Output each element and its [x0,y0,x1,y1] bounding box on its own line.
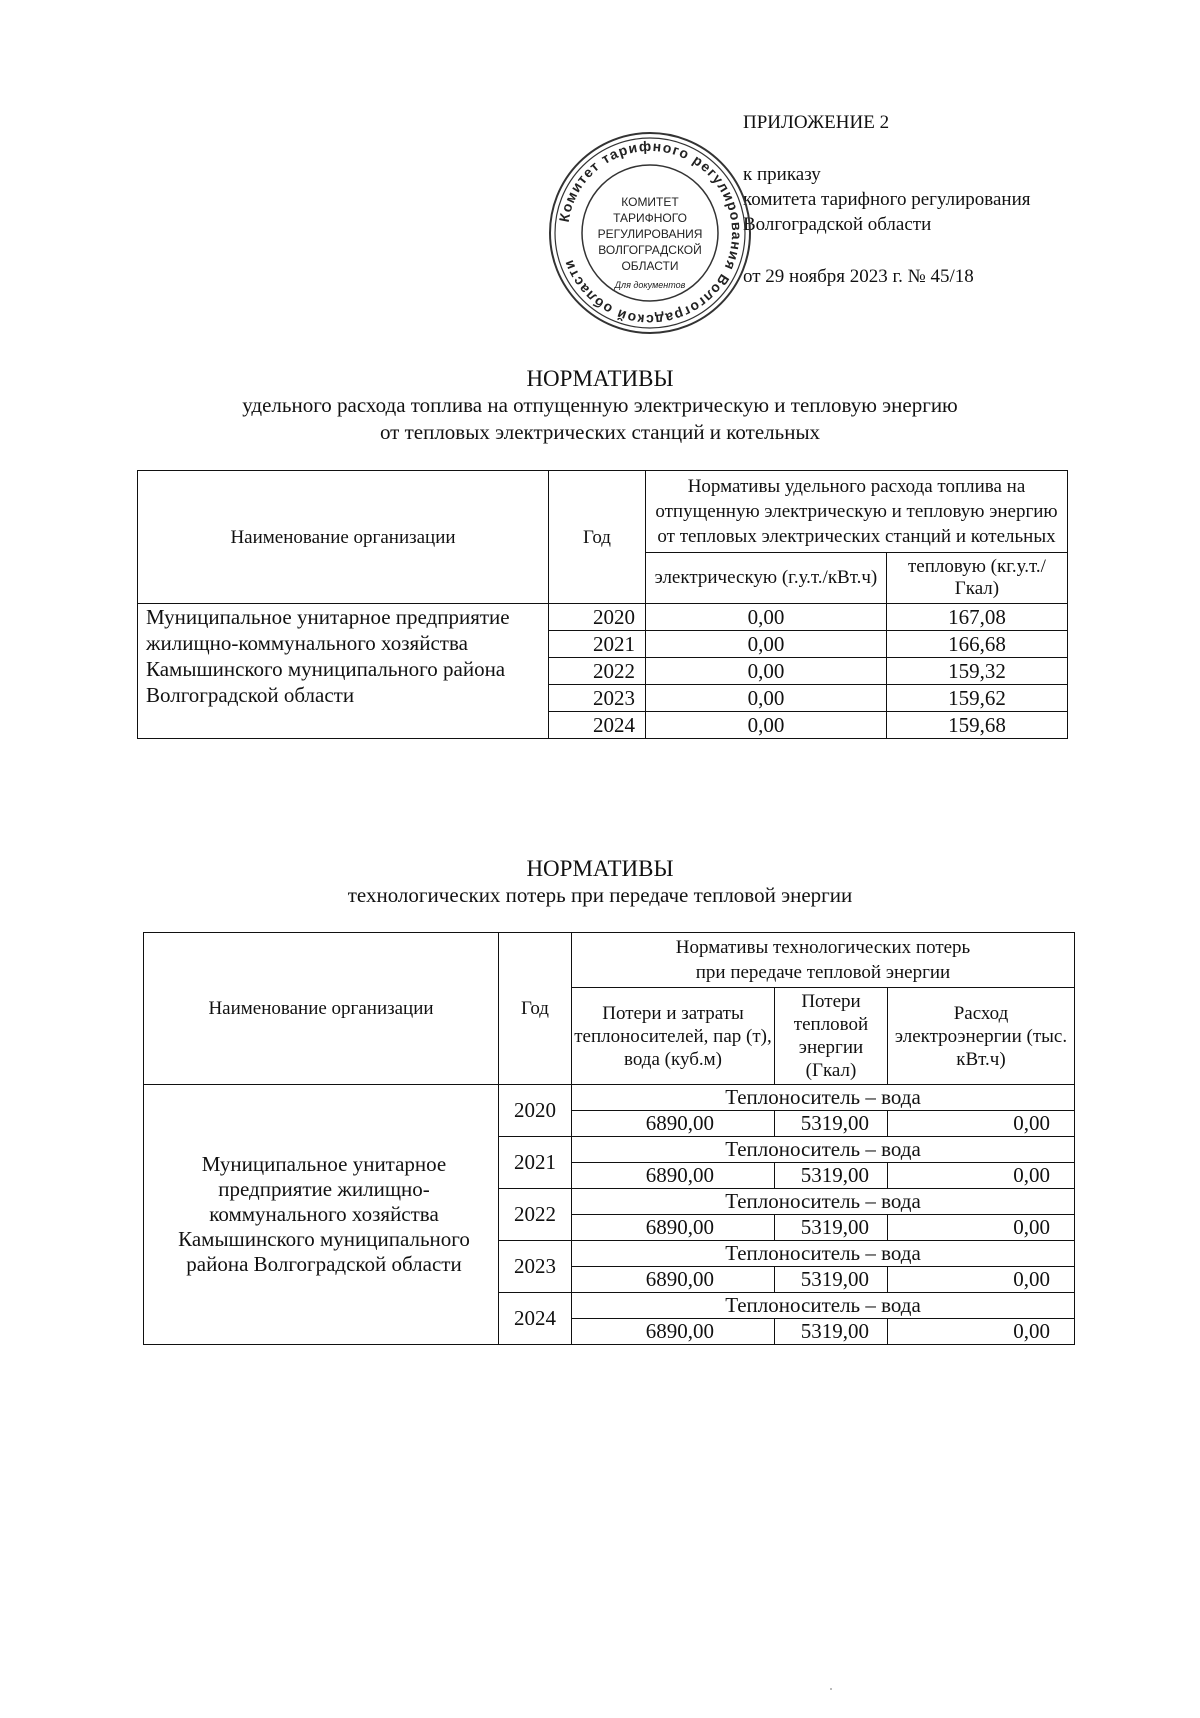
year-cell: 2023 [549,685,646,712]
stamp-center-line: КОМИТЕТ [621,195,679,209]
year-cell: 2024 [499,1293,572,1345]
year-cell: 2024 [549,712,646,739]
order-reference [743,162,1031,289]
appendix-label: ПРИЛОЖЕНИЕ 2 [743,112,890,133]
year-cell: 2022 [549,658,646,685]
carrier-cell: Теплоноситель – вода [572,1293,1075,1319]
electric-cell: 0,00 [646,658,887,685]
year-cell: 2020 [549,604,646,631]
losses-cell: 6890,00 [572,1215,775,1241]
losses-cell: 6890,00 [572,1267,775,1293]
stamp-center-line: ТАРИФНОГО [613,211,687,225]
col-header-year: Год [499,933,572,1085]
stamp-seal [545,128,755,338]
order-line: к приказу [743,164,821,185]
section1-subtitle: удельного расхода топлива на отпущенную электрическую и тепловую энергию [242,393,958,417]
heat-losses-cell: 5319,00 [775,1111,888,1137]
stamp-center-line: ОБЛАСТИ [621,259,679,273]
heat-losses-table [143,932,1075,1345]
year-cell: 2023 [499,1241,572,1293]
group-header: Нормативы удельного расхода топлива на отпущенную электрическую и тепловую энергию от тепловых электрических станций и котельных [646,471,1068,553]
col-header-electric: электрическую (г.у.т./кВт.ч) [646,553,887,604]
power-cell: 0,00 [888,1319,1075,1345]
carrier-cell: Теплоноситель – вода [572,1137,1075,1163]
year-cell: 2020 [499,1085,572,1137]
heat-cell: 159,62 [886,685,1067,712]
col-header-organization: Наименование организации [138,471,549,604]
col-header-year: Год [549,471,646,604]
organization-name: Муниципальное унитарное предприятие жилищно-коммунального хозяйства Камышинского муниципального района Волгоградской области [138,604,549,739]
order-line: Волгоградской области [743,214,932,235]
stamp-center-line: РЕГУЛИРОВАНИЯ [597,227,703,241]
heat-cell: 159,32 [886,658,1067,685]
heat-losses-cell: 5319,00 [775,1215,888,1241]
group-header-line: Нормативы технологических потерь [675,937,971,958]
stamp-footer: Для документов [614,280,686,290]
electric-cell: 0,00 [646,712,887,739]
fuel-consumption-table [137,470,1068,739]
section1-title-block [0,365,1200,446]
col-header-heat: тепловую (кг.у.т./Гкал) [886,553,1067,604]
carrier-cell: Теплоноситель – вода [572,1085,1075,1111]
year-cell: 2022 [499,1189,572,1241]
section1-subtitle: от тепловых электрических станций и котельных [379,420,821,444]
stamp-center-line: ВОЛГОГРАДСКОЙ [598,243,702,257]
electric-cell: 0,00 [646,604,887,631]
col-header-losses: Потери и затраты теплоносителей, пар (т), вода (куб.м) [572,988,775,1085]
power-cell: 0,00 [888,1111,1075,1137]
year-cell: 2021 [499,1137,572,1189]
stamp-ring-text: Комитет тарифного регулирования Волгоградской области [555,137,746,329]
group-header-line: при передаче тепловой энергии [695,962,951,983]
heat-losses-cell: 5319,00 [775,1163,888,1189]
electric-cell: 0,00 [646,685,887,712]
col-header-organization: Наименование организации [144,933,499,1085]
heat-cell: 167,08 [886,604,1067,631]
section2-title: НОРМАТИВЫ [526,856,674,881]
carrier-cell: Теплоноситель – вода [572,1241,1075,1267]
official-stamp [545,128,755,338]
power-cell: 0,00 [888,1215,1075,1241]
section1-title: НОРМАТИВЫ [526,366,674,391]
power-cell: 0,00 [888,1267,1075,1293]
section2-title-block [0,855,1200,909]
power-cell: 0,00 [888,1163,1075,1189]
losses-cell: 6890,00 [572,1319,775,1345]
col-header-heat-losses: Потери тепловой энергии (Гкал) [775,988,888,1085]
col-header-power: Расход электроэнергии (тыс. кВт.ч) [888,988,1075,1085]
losses-cell: 6890,00 [572,1111,775,1137]
section2-subtitle: технологических потерь при передаче тепловой энергии [347,883,853,907]
heat-losses-cell: 5319,00 [775,1267,888,1293]
year-cell: 2021 [549,631,646,658]
losses-cell: 6890,00 [572,1163,775,1189]
heat-losses-cell: 5319,00 [775,1319,888,1345]
organization-name: Муниципальное унитарное предприятие жилищно-коммунального хозяйства Камышинского муниципального района Волгоградской области [144,1085,499,1345]
electric-cell: 0,00 [646,631,887,658]
heat-cell: 159,68 [886,712,1067,739]
carrier-cell: Теплоноситель – вода [572,1189,1075,1215]
table-row [138,604,1068,631]
group-header [572,933,1075,988]
order-date: от 29 ноября 2023 г. № 45/18 [743,266,974,287]
heat-cell: 166,68 [886,631,1067,658]
scan-speck [830,1688,832,1690]
carrier-row [144,1085,1075,1111]
order-line: комитета тарифного регулирования [743,189,1031,210]
